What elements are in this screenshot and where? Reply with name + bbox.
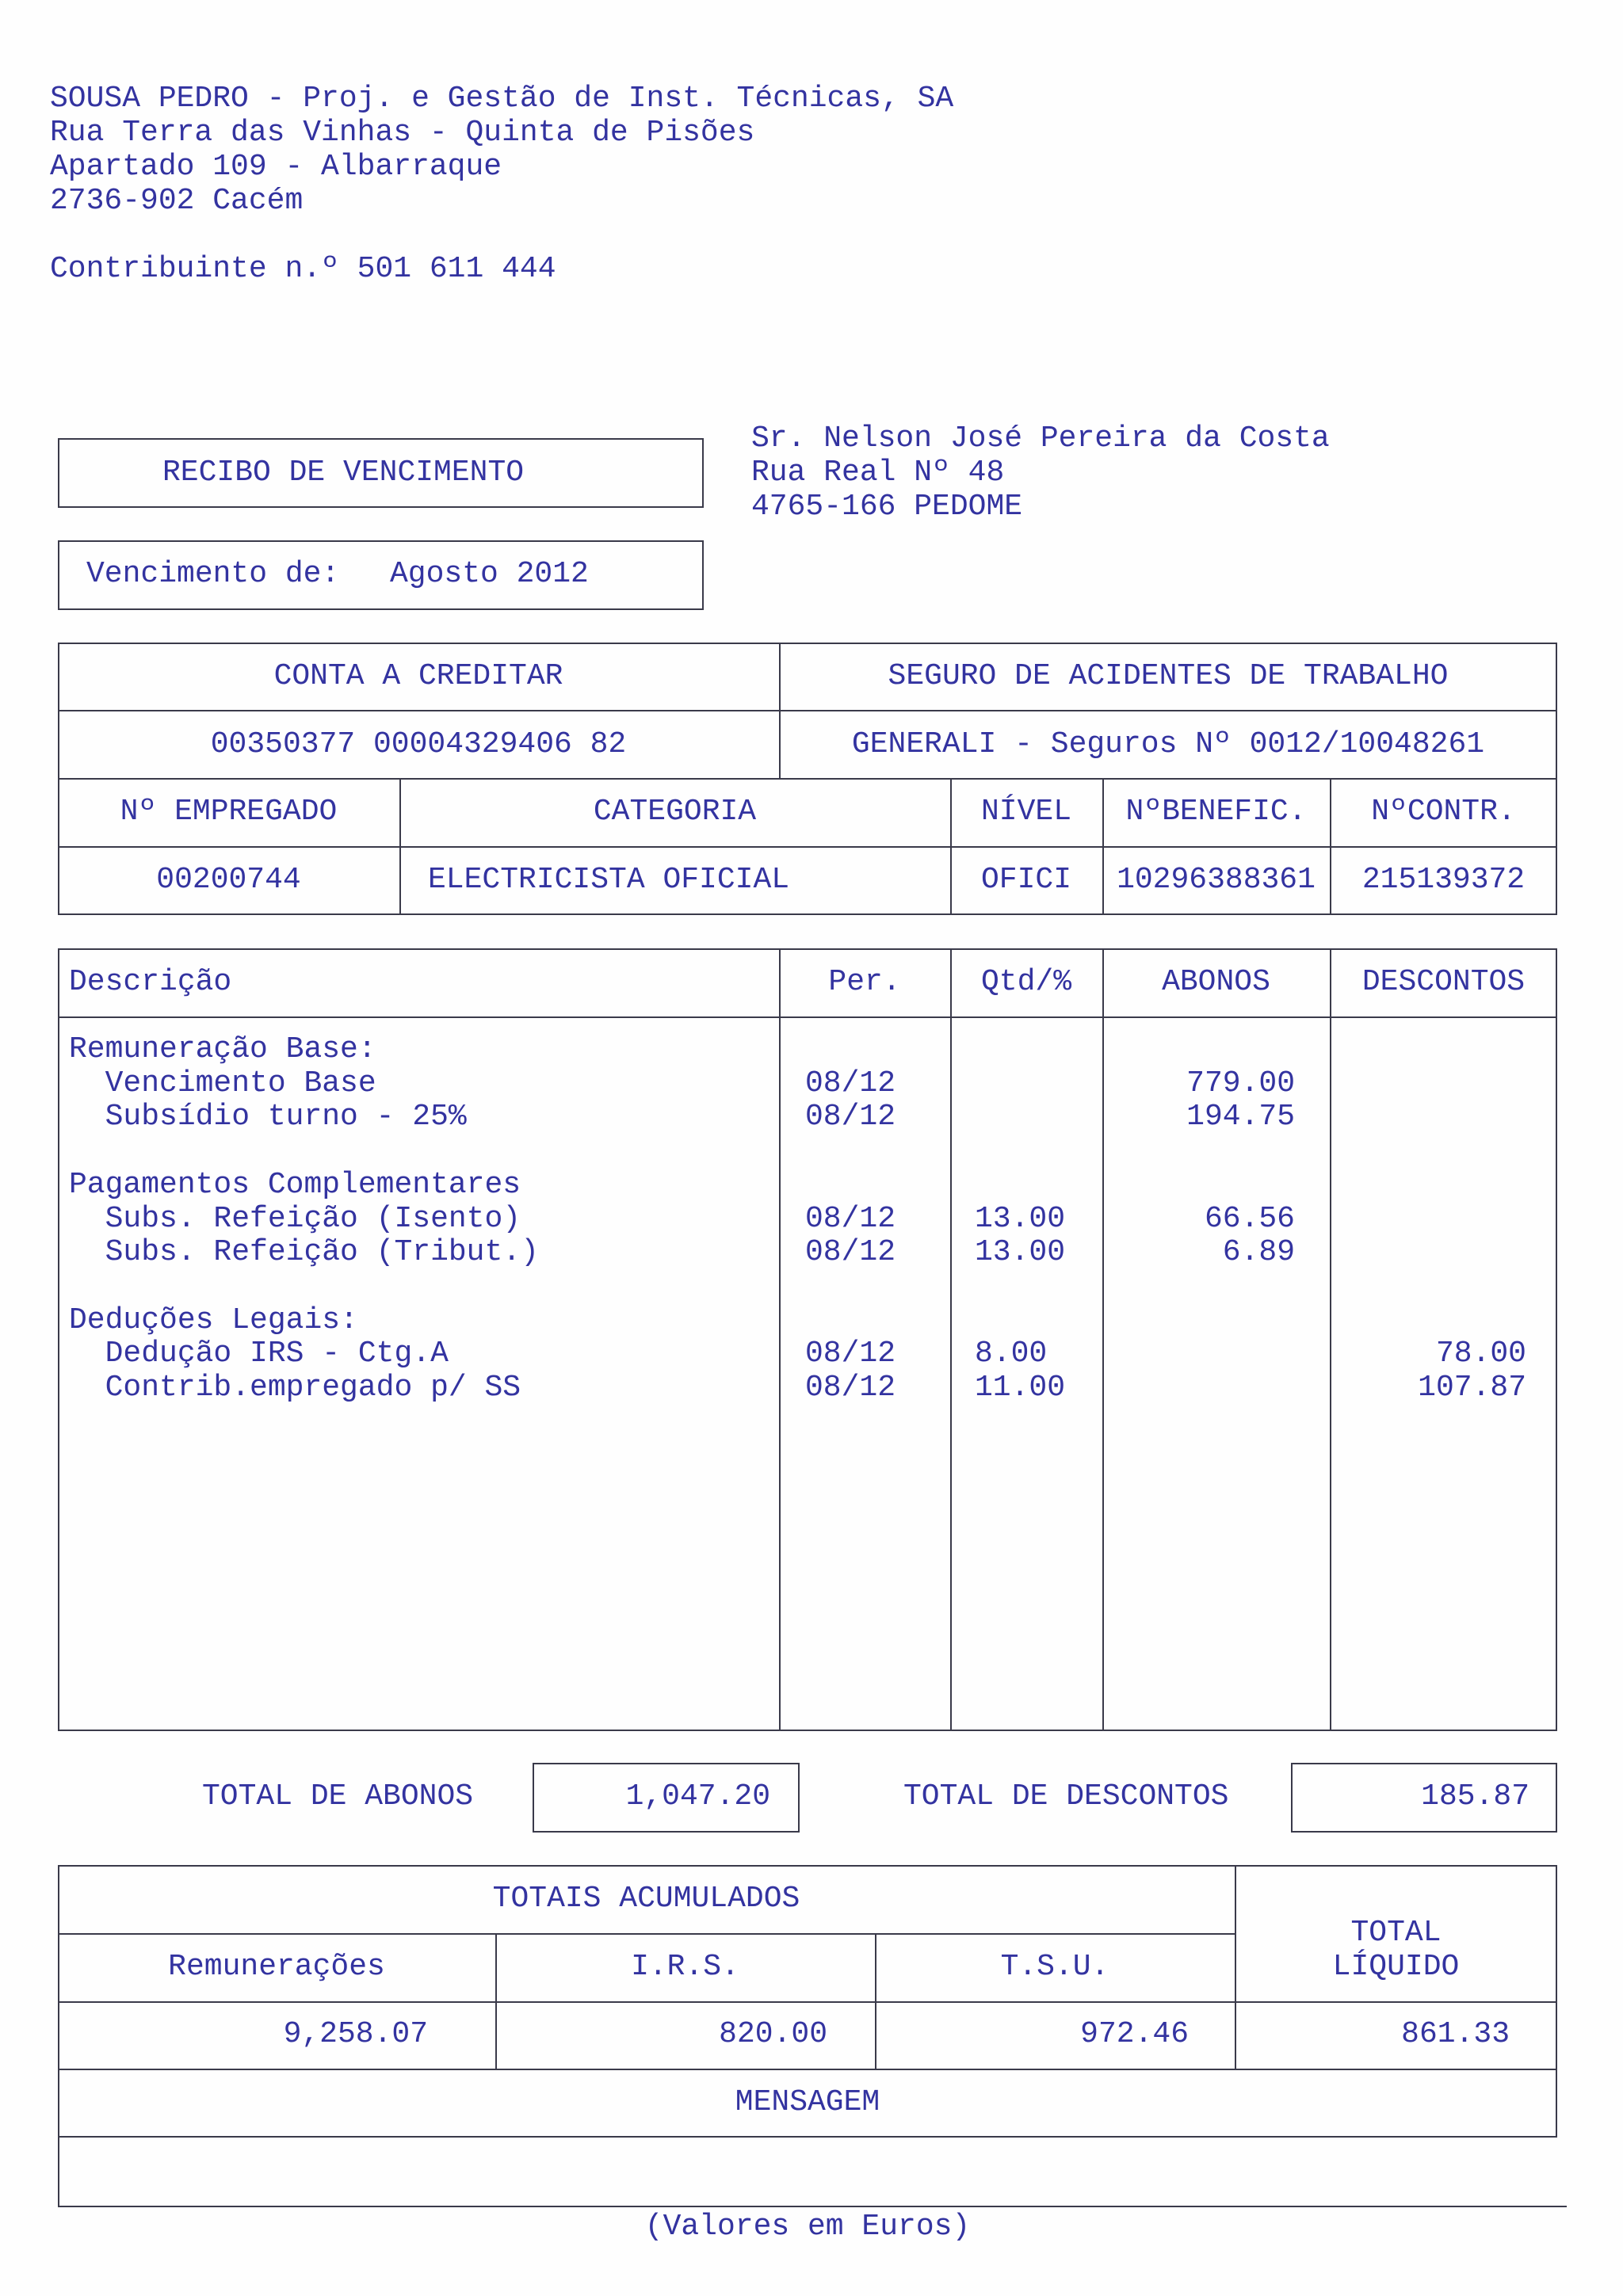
item-description: Deduções Legais: — [69, 1303, 358, 1337]
total-abonos-label: TOTAL DE ABONOS — [202, 1779, 474, 1814]
tax-number-header: NºCONTR. — [1371, 795, 1516, 829]
company-address-line-2: Apartado 109 - Albarraque — [50, 150, 502, 184]
item-description: Remuneração Base: — [69, 1032, 376, 1066]
item-description: Pagamentos Complementares — [69, 1168, 521, 1202]
item-description: Vencimento Base — [69, 1066, 376, 1100]
item-period: 08/12 — [805, 1202, 896, 1236]
beneficiary-number: 10296388361 — [1117, 863, 1316, 897]
company-address-line-3: 2736-902 Cacém — [50, 184, 304, 218]
tsu-value: 972.46 — [1080, 2017, 1189, 2051]
items-header-abonos: ABONOS — [1162, 965, 1270, 999]
item-period: 08/12 — [805, 1100, 896, 1134]
total-descontos-label: TOTAL DE DESCONTOS — [903, 1779, 1229, 1814]
total-liquido-label-1: TOTAL — [1350, 1916, 1442, 1950]
items-header-period: Per. — [828, 965, 901, 999]
item-period: 08/12 — [805, 1371, 896, 1405]
recipient-name: Sr. Nelson José Pereira da Costa — [751, 421, 1330, 456]
company-name: SOUSA PEDRO - Proj. e Gestão de Inst. Técnicas, SA — [50, 82, 954, 116]
item-quantity: 13.00 — [975, 1235, 1066, 1269]
company-tax-id: Contribuinte n.º 501 611 444 — [50, 252, 556, 286]
item-quantity: 13.00 — [975, 1202, 1066, 1236]
recipient-street: Rua Real Nº 48 — [751, 456, 1005, 490]
employee-level: OFICI — [980, 863, 1072, 897]
item-descontos: 78.00 — [1435, 1337, 1526, 1371]
item-abonos: 779.00 — [1186, 1066, 1295, 1100]
remuneracoes-label: Remunerações — [168, 1950, 385, 1984]
tax-number: 215139372 — [1361, 863, 1526, 897]
message-title: MENSAGEM — [735, 2085, 880, 2119]
currency-note: (Valores em Euros) — [644, 2210, 971, 2244]
insurance-header: SEGURO DE ACIDENTES DE TRABALHO — [888, 659, 1449, 693]
level-header: NÍVEL — [980, 795, 1072, 829]
company-address-line-1: Rua Terra das Vinhas - Quinta de Pisões — [50, 116, 755, 150]
period-value: Agosto 2012 — [390, 557, 589, 591]
items-header-quantity: Qtd/% — [980, 965, 1072, 999]
employee-category: ELECTRICISTA OFICIAL — [428, 863, 790, 897]
item-period: 08/12 — [805, 1337, 896, 1371]
category-header: CATEGORIA — [593, 795, 757, 829]
tsu-label: T.S.U. — [1000, 1950, 1109, 1984]
employee-number-header: Nº EMPREGADO — [120, 795, 338, 829]
account-number: 00350377 00004329406 82 — [210, 727, 627, 761]
item-description: Dedução IRS - Ctg.A — [69, 1337, 449, 1371]
item-quantity: 11.00 — [975, 1371, 1066, 1405]
irs-label: I.R.S. — [631, 1950, 739, 1984]
item-quantity: 8.00 — [975, 1337, 1048, 1371]
item-description: Subsídio turno - 25% — [69, 1100, 467, 1134]
total-descontos-value: 185.87 — [1421, 1779, 1529, 1814]
period-label: Vencimento de: — [86, 557, 340, 591]
irs-value: 820.00 — [719, 2017, 827, 2051]
account-header: CONTA A CREDITAR — [273, 659, 563, 693]
item-period: 08/12 — [805, 1235, 896, 1269]
items-header-descontos: DESCONTOS — [1361, 965, 1526, 999]
accumulated-header: TOTAIS ACUMULADOS — [492, 1882, 800, 1916]
total-abonos-value: 1,047.20 — [625, 1779, 770, 1814]
doc-title: RECIBO DE VENCIMENTO — [162, 456, 525, 490]
remuneracoes-value: 9,258.07 — [283, 2017, 428, 2051]
beneficiary-number-header: NºBENEFIC. — [1125, 795, 1307, 829]
item-abonos: 66.56 — [1204, 1202, 1295, 1236]
total-liquido-value: 861.33 — [1401, 2017, 1510, 2051]
item-description: Subs. Refeição (Isento) — [69, 1202, 521, 1236]
items-header-description: Descrição — [69, 965, 232, 999]
item-description: Contrib.empregado p/ SS — [69, 1371, 521, 1405]
item-abonos: 194.75 — [1186, 1100, 1295, 1134]
total-liquido-label-2: LÍQUIDO — [1332, 1950, 1460, 1984]
item-period: 08/12 — [805, 1066, 896, 1100]
employee-number: 00200744 — [156, 863, 301, 897]
item-abonos: 6.89 — [1222, 1235, 1295, 1269]
insurance-policy: GENERALI - Seguros Nº 0012/10048261 — [851, 727, 1485, 761]
recipient-city: 4765-166 PEDOME — [751, 490, 1023, 524]
item-descontos: 107.87 — [1418, 1371, 1526, 1405]
item-description: Subs. Refeição (Tribut.) — [69, 1235, 539, 1269]
